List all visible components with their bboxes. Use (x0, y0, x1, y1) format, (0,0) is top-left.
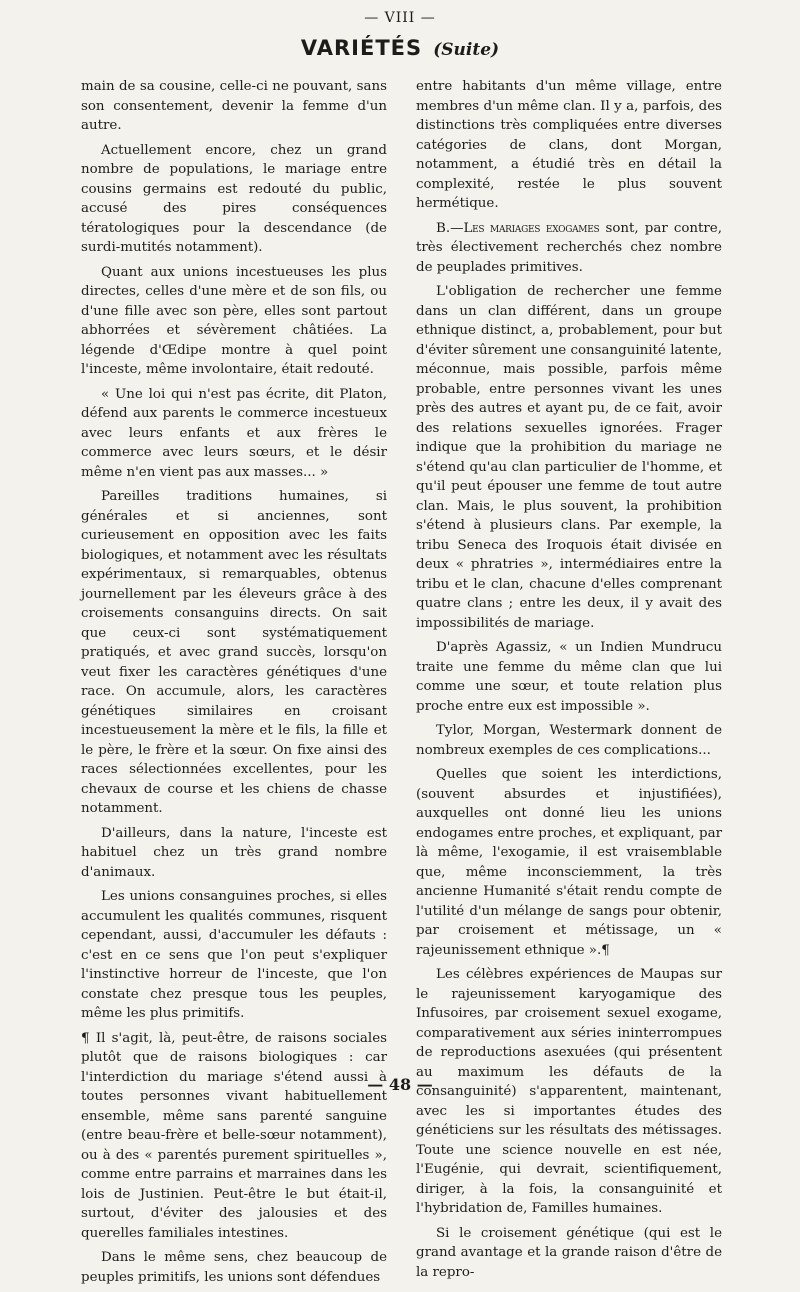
paragraph: L'obligation de rechercher une femme dans un clan différent, dans un groupe ethnique distinct, a, probablement, pour but d'éviter sûrement une consanguinité latente, méconnue, mais possible, parfois même probable, entre personnes vivant les unes près des autres et ayant pu, de ce fait, avoir des relations sexuelles ignorées. Frager indique que la prohibition du mariage ne s'étend qu'au clan particulier de l'homme, et qu'il peut épouser une femme de tout autre clan. Mais, le plus souvent, la prohibition s'étend à plusieurs clans. Par exemple, la tribu Seneca des Iroquois était divisée en deux « phratries », intermédiaires entre la tribu et le clan, chacune d'elles comprenant quatre clans ; entre les deux, il y avait des impossibilités de mariage. (416, 284, 722, 631)
paragraph: Les unions consanguines proches, si elles accumulent les qualités communes, risquent cependant, aussi, d'accumuler les défauts : c'est en ce sens que l'on peut s'expliquer l'instinctive horreur de l'inceste, que l'on constate chez presque tous les peuples, même les plus primitifs. (81, 889, 387, 1021)
paragraph: « Une loi qui n'est pas écrite, dit Platon, défend aux parents le commerce incestueux avec leurs enfants et aux frères le commerce avec leurs sœurs, et le désir même n'en vient pas aux masses... » (81, 386, 387, 480)
right-column (416, 77, 722, 1287)
paragraph-exogamous-marriages (416, 219, 722, 278)
left-column (81, 77, 387, 1292)
paragraph: ¶ Il s'agit, là, peut-être, de raisons sociales plutôt que de raisons biologiques : car l'interdiction du mariage s'étend aussi à toutes personnes vivant habituellement ensemble, même sans parenté sanguine (entre beau-frère et belle-sœur notamment), ou à des « parentés purement spirituelles », comme entre parrains et marraines dans les lois de Justinien. Peut-être le but était-il, surtout, d'éviter des jalousies et des querelles familiales intestines. (81, 1030, 387, 1241)
paragraph: main de sa cousine, celle-ci ne pouvant, sans son consentement, devenir la femme d'un autre. (81, 79, 387, 133)
paragraph: entre habitants d'un même village, entre membres d'un même clan. Il y a, parfois, des distinctions très compliquées entre diverses catégories de clans, dont Morgan, notamment, a étudié très en détail la complexité, restée le plus souvent hermétique. (416, 79, 722, 211)
page-section-marker: — VIII — (364, 10, 436, 26)
paragraph: D'ailleurs, dans la nature, l'inceste est habituel chez un très grand nombre d'animaux. (81, 825, 387, 880)
page-title (0, 36, 800, 60)
title-subtitle: (Suite) (433, 40, 500, 60)
paragraph: Dans le même sens, chez beaucoup de peuples primitifs, les unions sont défendues (81, 1250, 387, 1285)
paragraph: Quant aux unions incestueuses les plus directes, celles d'une mère et de son fils, ou d'une fille avec son père, elles sont partout abhorrées et sévèrement châtiées. La légende d'Œdipe montre à quel point l'inceste, même involontaire, était redouté. (81, 264, 387, 377)
paragraph: Quelles que soient les interdictions, (souvent absurdes et injustifiées), auxquelles ont donné lieu les unions endogames entre proches, et expliquant, par là même, l'exogamie, il est vraisemblable que, même inconsciemment, la très ancienne Humanité s'était rendu compte de l'utilité d'un mélange de sangs pour obtenir, par croisement et métissage, un « rajeunissement ethnique ».¶ (416, 767, 722, 958)
paragraph: Actuellement encore, chez un grand nombre de populations, le mariage entre cousins germains est redouté du public, accusé des pires conséquences tératologiques pour la descendance (de surdi-mutités notamment). (81, 142, 387, 255)
title-text: VARIÉTÉS (300, 36, 423, 60)
paragraph: Les célèbres expériences de Maupas sur le rajeunissement karyogamique des Infusoires, par croisement sexuel exogame, comparativement aux séries ininterrompues de reproductions asexuées (qui présentent au maximum les défauts de la consanguinité) s'apparentent, maintenant, avec les si importantes études des généticiens sur les résultats des métissages. Toute une science nouvelle en est née, l'Eugénie, qui devrait, scientifiquement, diriger, à la fois, la consanguinité et l'hybridation de, Familles humaines. (416, 967, 722, 1216)
section-label: B.— (436, 220, 464, 236)
page-number: — 48 — (367, 1075, 433, 1094)
paragraph-text: sont, par contre, très électivement recherchés chez nombre de peuplades primitives. (416, 220, 722, 275)
paragraph: Tylor, Morgan, Westermark donnent de nombreux exemples de ces complications... (416, 723, 722, 758)
section-heading-smallcaps: Les mariages exogames (463, 220, 600, 236)
paragraph: Pareilles traditions humaines, si générales et si anciennes, sont curieusement en opposition avec les faits biologiques, et notamment avec les résultats expérimentaux, si remarquables, obtenus journellement par les éleveurs grâce à des croisements consanguins directs. On sait que ceux-ci sont systématiquement pratiqués, et avec grand succès, lorsqu'on veut fixer les caractères génétiques d'une race. On accumule, alors, les caractères génétiques similaires en croisant incestueusement la mère et le fils, la fille et le père, le frère et la sœur. On fixe ainsi des races sélectionnées excellentes, pour les chevaux de course et les chiens de chasse notamment. (81, 489, 387, 816)
paragraph: D'après Agassiz, « un Indien Mundrucu traite une femme du même clan que lui comme une sœur, et toute relation plus proche entre eux est impossible ». (416, 640, 722, 714)
paragraph: Si le croisement génétique (qui est le grand avantage et la grande raison d'être de la repro- (416, 1225, 722, 1280)
